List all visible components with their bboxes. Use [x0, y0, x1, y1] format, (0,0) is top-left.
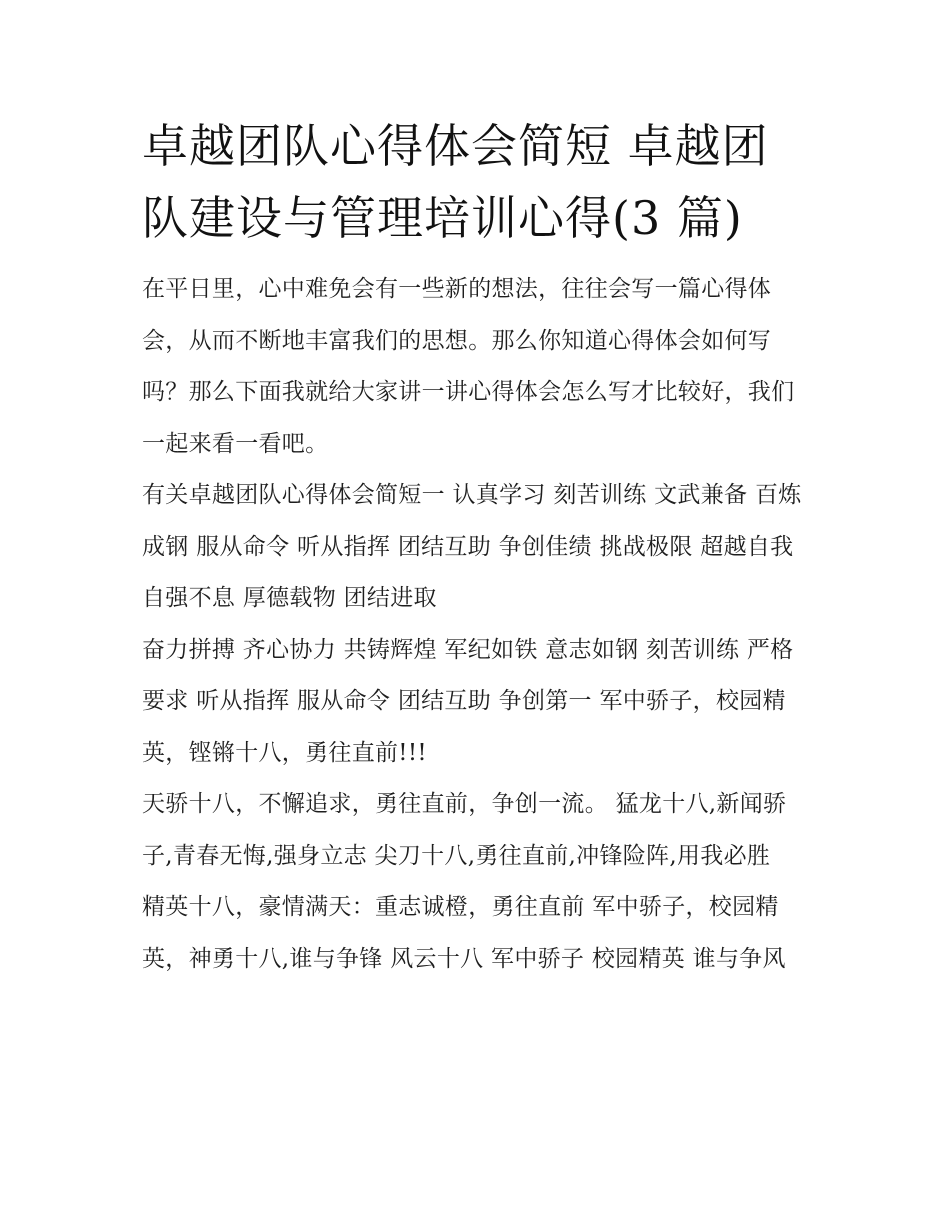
- document-body: [142, 110, 810, 985]
- body-paragraph: 奋力拼搏 齐心协力 共铸辉煌 军纪如铁 意志如钢 刻苦训练 严格要求 听从指挥 服从命令 团结互助 争创第一 军中骄子，校园精英，铿锵十八，勇往直前!!!: [142, 636, 794, 766]
- body-paragraph: 精英十八，豪情满天：重志诚橙，勇往直前 军中骄子，校园精英，神勇十八,谁与争锋 风云十八 军中骄子 校园精英 谁与争风: [142, 894, 786, 972]
- intro-paragraph: 在平日里，心中难免会有一些新的想法，往往会写一篇心得体会，从而不断地丰富我们的思想。那么你知道心得体会如何写吗？那么下面我就给大家讲一讲心得体会怎么写才比较好，我们一起来看一看吧。: [142, 276, 795, 457]
- document-title: 卓越团队心得体会简短 卓越团队建设与管理培训心得(3 篇): [142, 119, 769, 245]
- body-paragraph: 天骄十八，不懈追求，勇往直前，争创一流。 猛龙十八,新闻骄子,青春无悔,强身立志 尖刀十八,勇往直前,冲锋险阵,用我必胜: [142, 791, 787, 869]
- body-paragraph: 有关卓越团队心得体会简短一 认真学习 刻苦训练 文武兼备 百炼成钢 服从命令 听从指挥 团结互助 争创佳绩 挑战极限 超越自我 自强不息 厚德载物 团结进取: [142, 482, 802, 611]
